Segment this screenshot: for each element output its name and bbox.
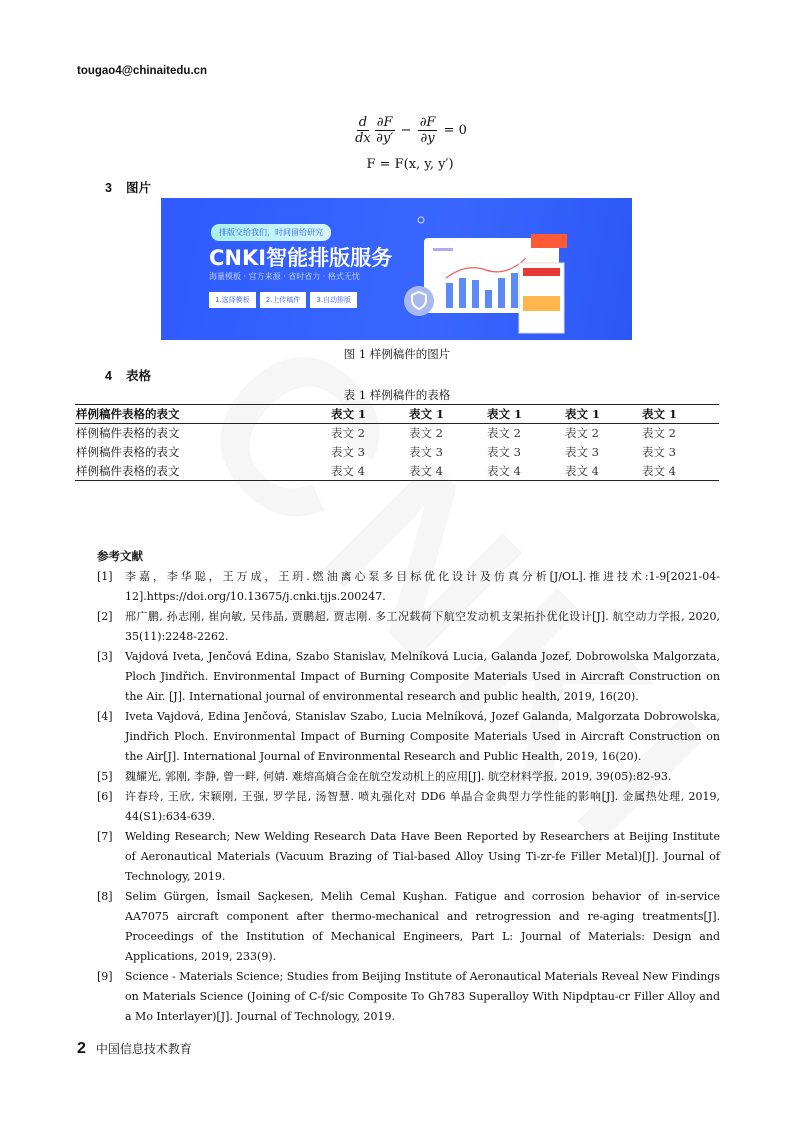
- table-caption: 表 1 样例稿件的表格: [343, 388, 451, 402]
- reference-item: [6] 许春玲, 王欣, 宋颖刚, 王强, 罗学昆, 汤智慧. 喷丸强化对 DD6 单晶合金典型力学性能的影响[J]. 金属热处理, 2019, 44(S1):634-639.: [97, 790, 720, 823]
- sample-table: [75, 404, 719, 481]
- reference-item: [7] Welding Research; New Welding Research Data Have Been Reported by Researchers at Beijing Institute of Aeronautical Materials (Vacuum Brazing of Tial-based Alloy Using Ti-zr-fe Filler Metal)[J]. Journal of Technology, 2019.: [97, 830, 720, 883]
- reference-item: [8] Selim Gürgen, İsmail Saçkesen, Melih Cemal Kuşhan. Fatigue and corrosion behavior of in-service AA7075 aircraft component after thermo-mechanical and retrogression and re-aging treatments[J]. Proceedings of the Institution of Mechanical Engineers, Part L: Journal of Materials: Design and Applications, 2019, 233(9).: [97, 890, 720, 963]
- equation-function: F = F(x, y, y′): [366, 157, 454, 172]
- cell: 表文 4: [331, 463, 365, 478]
- cell: 表文 2: [409, 426, 443, 441]
- header-cell: 表文 1: [564, 405, 641, 424]
- cell: 样例稿件表格的表文: [76, 463, 180, 478]
- header-cell: 表文 1: [486, 405, 564, 424]
- reference-item: [4] Iveta Vajdová, Edina Jenčová, Stanislav Szabo, Lucia Melníková, Jozef Galanda, Malgorzata Dobrowolska, Jindřich Ploch. Environmental Impact of Burning Composite Materials Used in Aircraft Construction on the Air[J]. International Journal of Environmental Research and Public Health, 2019, 16(20).: [97, 710, 720, 763]
- cell: 表文 4: [565, 463, 599, 478]
- cell: 表文 3: [409, 445, 443, 459]
- header-cell: 表文 1: [408, 405, 486, 424]
- references-heading: 参考文献: [97, 551, 143, 563]
- table-row: [75, 462, 719, 481]
- cell: 表文 4: [642, 463, 676, 478]
- header-email: tougao4@chinaitedu.cn: [77, 65, 208, 77]
- cell: 表文 3: [642, 445, 676, 459]
- cell: 样例稿件表格的表文: [76, 426, 180, 441]
- cell: 表文 4: [487, 463, 521, 478]
- page-number: 2: [77, 1040, 86, 1057]
- page-footer: [77, 1040, 192, 1058]
- cell: 表文 3: [487, 445, 521, 459]
- cell: 表文 2: [642, 426, 676, 441]
- table-row: [75, 443, 719, 462]
- cell: 表文 2: [487, 426, 521, 441]
- cell: 表文 4: [409, 463, 443, 478]
- cell: 表文 3: [331, 445, 365, 459]
- header-cell: 表文 1: [330, 405, 408, 424]
- reference-item: [9] Science - Materials Science; Studies from Beijing Institute of Aeronautical Materials Reveal New Findings on Materials Science (Joining of C-f/sic Composite To Gh783 Superalloy With Nipdptau-cr Filler Alloy and a Mo Interlayer)[J]. Journal of Technology, 2019.: [97, 970, 720, 1023]
- references-list: [97, 567, 720, 1027]
- equation-euler-lagrange: $\frac{d}{dx}$ $\frac{\partial F}{\partial y'}$ − $\frac{\partial F}{\partial y}$ = 0: [355, 115, 467, 146]
- header-cell: 样例稿件表格的表文: [75, 405, 330, 424]
- cell: 表文 3: [565, 445, 599, 459]
- chart-illustration: [391, 208, 631, 340]
- cell: 样例稿件表格的表文: [76, 445, 180, 459]
- figure-caption: 图 1 样例稿件的图片: [343, 347, 451, 361]
- section-heading-tables: 4 表格: [105, 369, 151, 383]
- cell: 表文 2: [331, 426, 365, 441]
- cell: 表文 2: [565, 426, 599, 441]
- reference-item: [5] 魏耀光, 郭刚, 李静, 曾一畔, 何婧. 难熔高熵合金在航空发动机上的应用[J]. 航空材料学报, 2019, 39(05):82-93.: [97, 770, 672, 783]
- banner-image: 排版交给我们，时间留给研究 CNKI智能排版服务 海量模板 · 官方来源 · 省时省力 · 格式无忧 1.选择模板 2.上传稿件 3.自动排版: [161, 198, 632, 340]
- reference-item: [1] 李嘉，李华聪，王万成，王玥.燃油离心泵多目标优化设计及仿真分析[J/OL].推进技术:1-9[2021-04-12].https://doi.org/10.13675/j.cnki.tjjs.200247.: [97, 570, 720, 603]
- header-cell: 表文 1: [641, 405, 719, 424]
- section-heading-images: 3 图片: [105, 181, 151, 195]
- table-row: [75, 424, 719, 443]
- journal-name: 中国信息技术教育: [95, 1042, 192, 1056]
- reference-item: [3] Vajdová Iveta, Jenčová Edina, Szabo Stanislav, Melníková Lucia, Galanda Jozef, Dobrowolska Malgorzata, Ploch Jindřich. Environmental Impact of Burning Composite Materials Used in Aircraft Construction on the Air. [J]. International journal of environmental research and public health, 2019, 16(20).: [97, 650, 720, 703]
- reference-item: [2] 邢广鹏, 孙志刚, 崔向敏, 吴伟晶, 贾鹏超, 贾志刚. 多工况载荷下航空发动机支架拓扑优化设计[J]. 航空动力学报, 2020, 35(11):2248-2262.: [97, 610, 720, 643]
- table-header-row: [75, 405, 719, 424]
